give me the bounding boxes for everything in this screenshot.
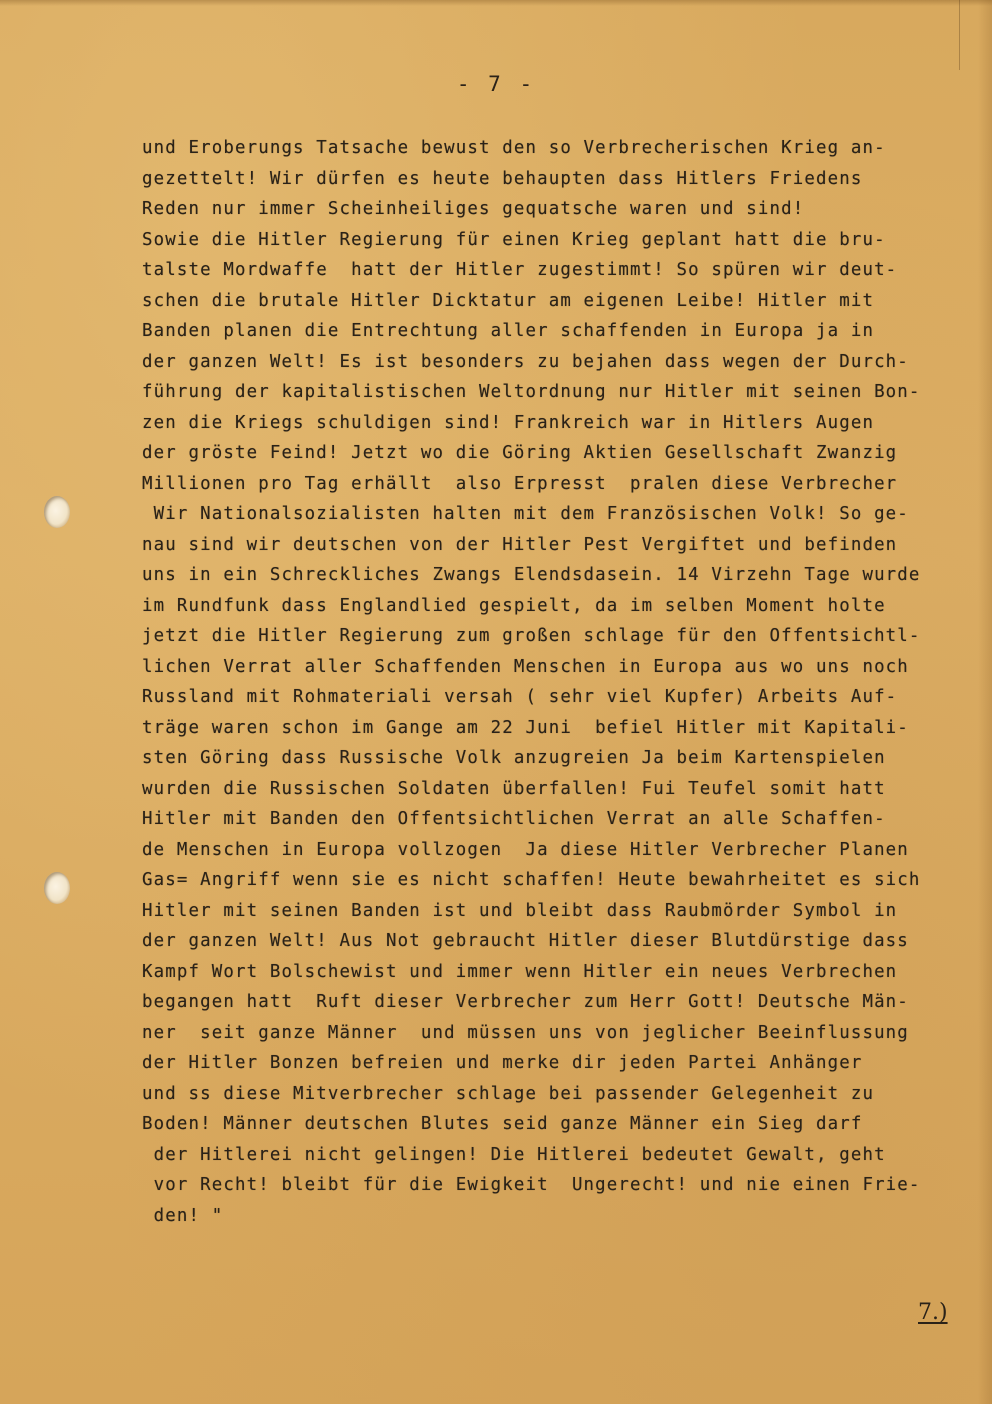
text-line: schen die brutale Hitler Dicktatur am eigenen Leibe! Hitler mit — [142, 290, 875, 311]
text-line: ner seit ganze Männer und müssen uns von jeglicher Beeinflussung — [142, 1022, 909, 1043]
text-line: Banden planen die Entrechtung aller schaffenden in Europa ja in — [142, 321, 875, 341]
text-line: sten Göring dass Russische Volk anzugreien Ja beim Kartenspielen — [142, 748, 886, 768]
text-line: Boden! Männer deutschen Blutes seid ganze Männer ein Sieg darf — [142, 1114, 863, 1134]
text-line: zen die Kriegs schuldigen sind! Frankreich war in Hitlers Augen — [142, 412, 875, 433]
page-number: - 7 - — [456, 72, 536, 96]
text-line: den! " — [142, 1205, 224, 1226]
typed-body-text — [142, 133, 978, 1231]
text-line: lichen Verrat aller Schaffenden Menschen in Europa aus wo uns noch — [142, 656, 909, 677]
text-line: nau sind wir deutschen von der Hitler Pest Vergiftet und befinden — [142, 534, 898, 555]
text-line: der ganzen Welt! Aus Not gebraucht Hitler dieser Blutdürstige dass — [142, 931, 909, 951]
text-line: der Hitler Bonzen befreien und merke dir jeden Partei Anhänger — [142, 1053, 863, 1073]
text-line: talste Mordwaffe hatt der Hitler zugestimmt! So spüren wir deut- — [142, 260, 898, 280]
text-line: Kampf Wort Bolschewist und immer wenn Hitler ein neues Verbrechen — [142, 961, 898, 982]
text-line: wurden die Russischen Soldaten überfallen! Fui Teufel somit hatt — [142, 778, 886, 799]
text-line: Gas= Angriff wenn sie es nicht schaffen! Heute bewahrheitet es sich — [142, 870, 921, 890]
page-reference: 7.) — [918, 1300, 948, 1325]
text-line: Hitler mit seinen Banden ist und bleibt dass Raubmörder Symbol in — [142, 900, 898, 921]
text-line: begangen hatt Ruft dieser Verbrecher zum Herr Gott! Deutsche Män- — [142, 992, 909, 1012]
text-line: Russland mit Rohmateriali versah ( sehr viel Kupfer) Arbeits Auf- — [142, 687, 898, 707]
text-line: jetzt die Hitler Regierung zum großen schlage für den Offentsichtl- — [142, 626, 921, 646]
text-line: der gröste Feind! Jetzt wo die Göring Aktien Gesellschaft Zwanzig — [142, 443, 898, 463]
text-line: träge waren schon im Gange am 22 Juni befiel Hitler mit Kapitali- — [142, 717, 909, 738]
text-line: uns in ein Schreckliches Zwangs Elendsdasein. 14 Virzehn Tage wurde — [142, 565, 921, 585]
page-edge-top — [0, 0, 992, 6]
text-line: führung der kapitalistischen Weltordnung nur Hitler mit seinen Bon- — [142, 382, 921, 402]
text-line: Reden nur immer Scheinheiliges gequatsche waren und sind! — [142, 199, 805, 219]
page-edge-right — [978, 0, 992, 1404]
text-line: Millionen pro Tag erhällt also Erpresst pralen diese Verbrecher — [142, 473, 898, 494]
text-line: und ss diese Mitverbrecher schlage bei passender Gelegenheit zu — [142, 1083, 875, 1104]
text-line: der ganzen Welt! Es ist besonders zu bejahen dass wegen der Durch- — [142, 351, 909, 372]
text-line: gezettelt! Wir dürfen es heute behaupten dass Hitlers Friedens — [142, 168, 863, 189]
text-line: der Hitlerei nicht gelingen! Die Hitlerei bedeutet Gewalt, geht — [142, 1144, 886, 1165]
text-line: vor Recht! bleibt für die Ewigkeit Ungerecht! und nie einen Frie- — [142, 1175, 921, 1195]
text-line: im Rundfunk dass Englandlied gespielt, da im selben Moment holte — [142, 595, 886, 616]
corner-fold — [959, 0, 974, 70]
text-line: de Menschen in Europa vollzogen Ja diese Hitler Verbrecher Planen — [142, 839, 909, 860]
text-line: Sowie die Hitler Regierung für einen Krieg geplant hatt die bru- — [142, 229, 886, 250]
text-line: und Eroberungs Tatsache bewust den so Verbrecherischen Krieg an- — [142, 138, 886, 158]
text-line: Hitler mit Banden den Offentsichtlichen Verrat an alle Schaffen- — [142, 809, 886, 829]
punch-hole-top — [44, 496, 70, 528]
punch-hole-bottom — [44, 872, 70, 904]
text-line: Wir Nationalsozialisten halten mit dem Französischen Volk! So ge- — [142, 504, 909, 524]
